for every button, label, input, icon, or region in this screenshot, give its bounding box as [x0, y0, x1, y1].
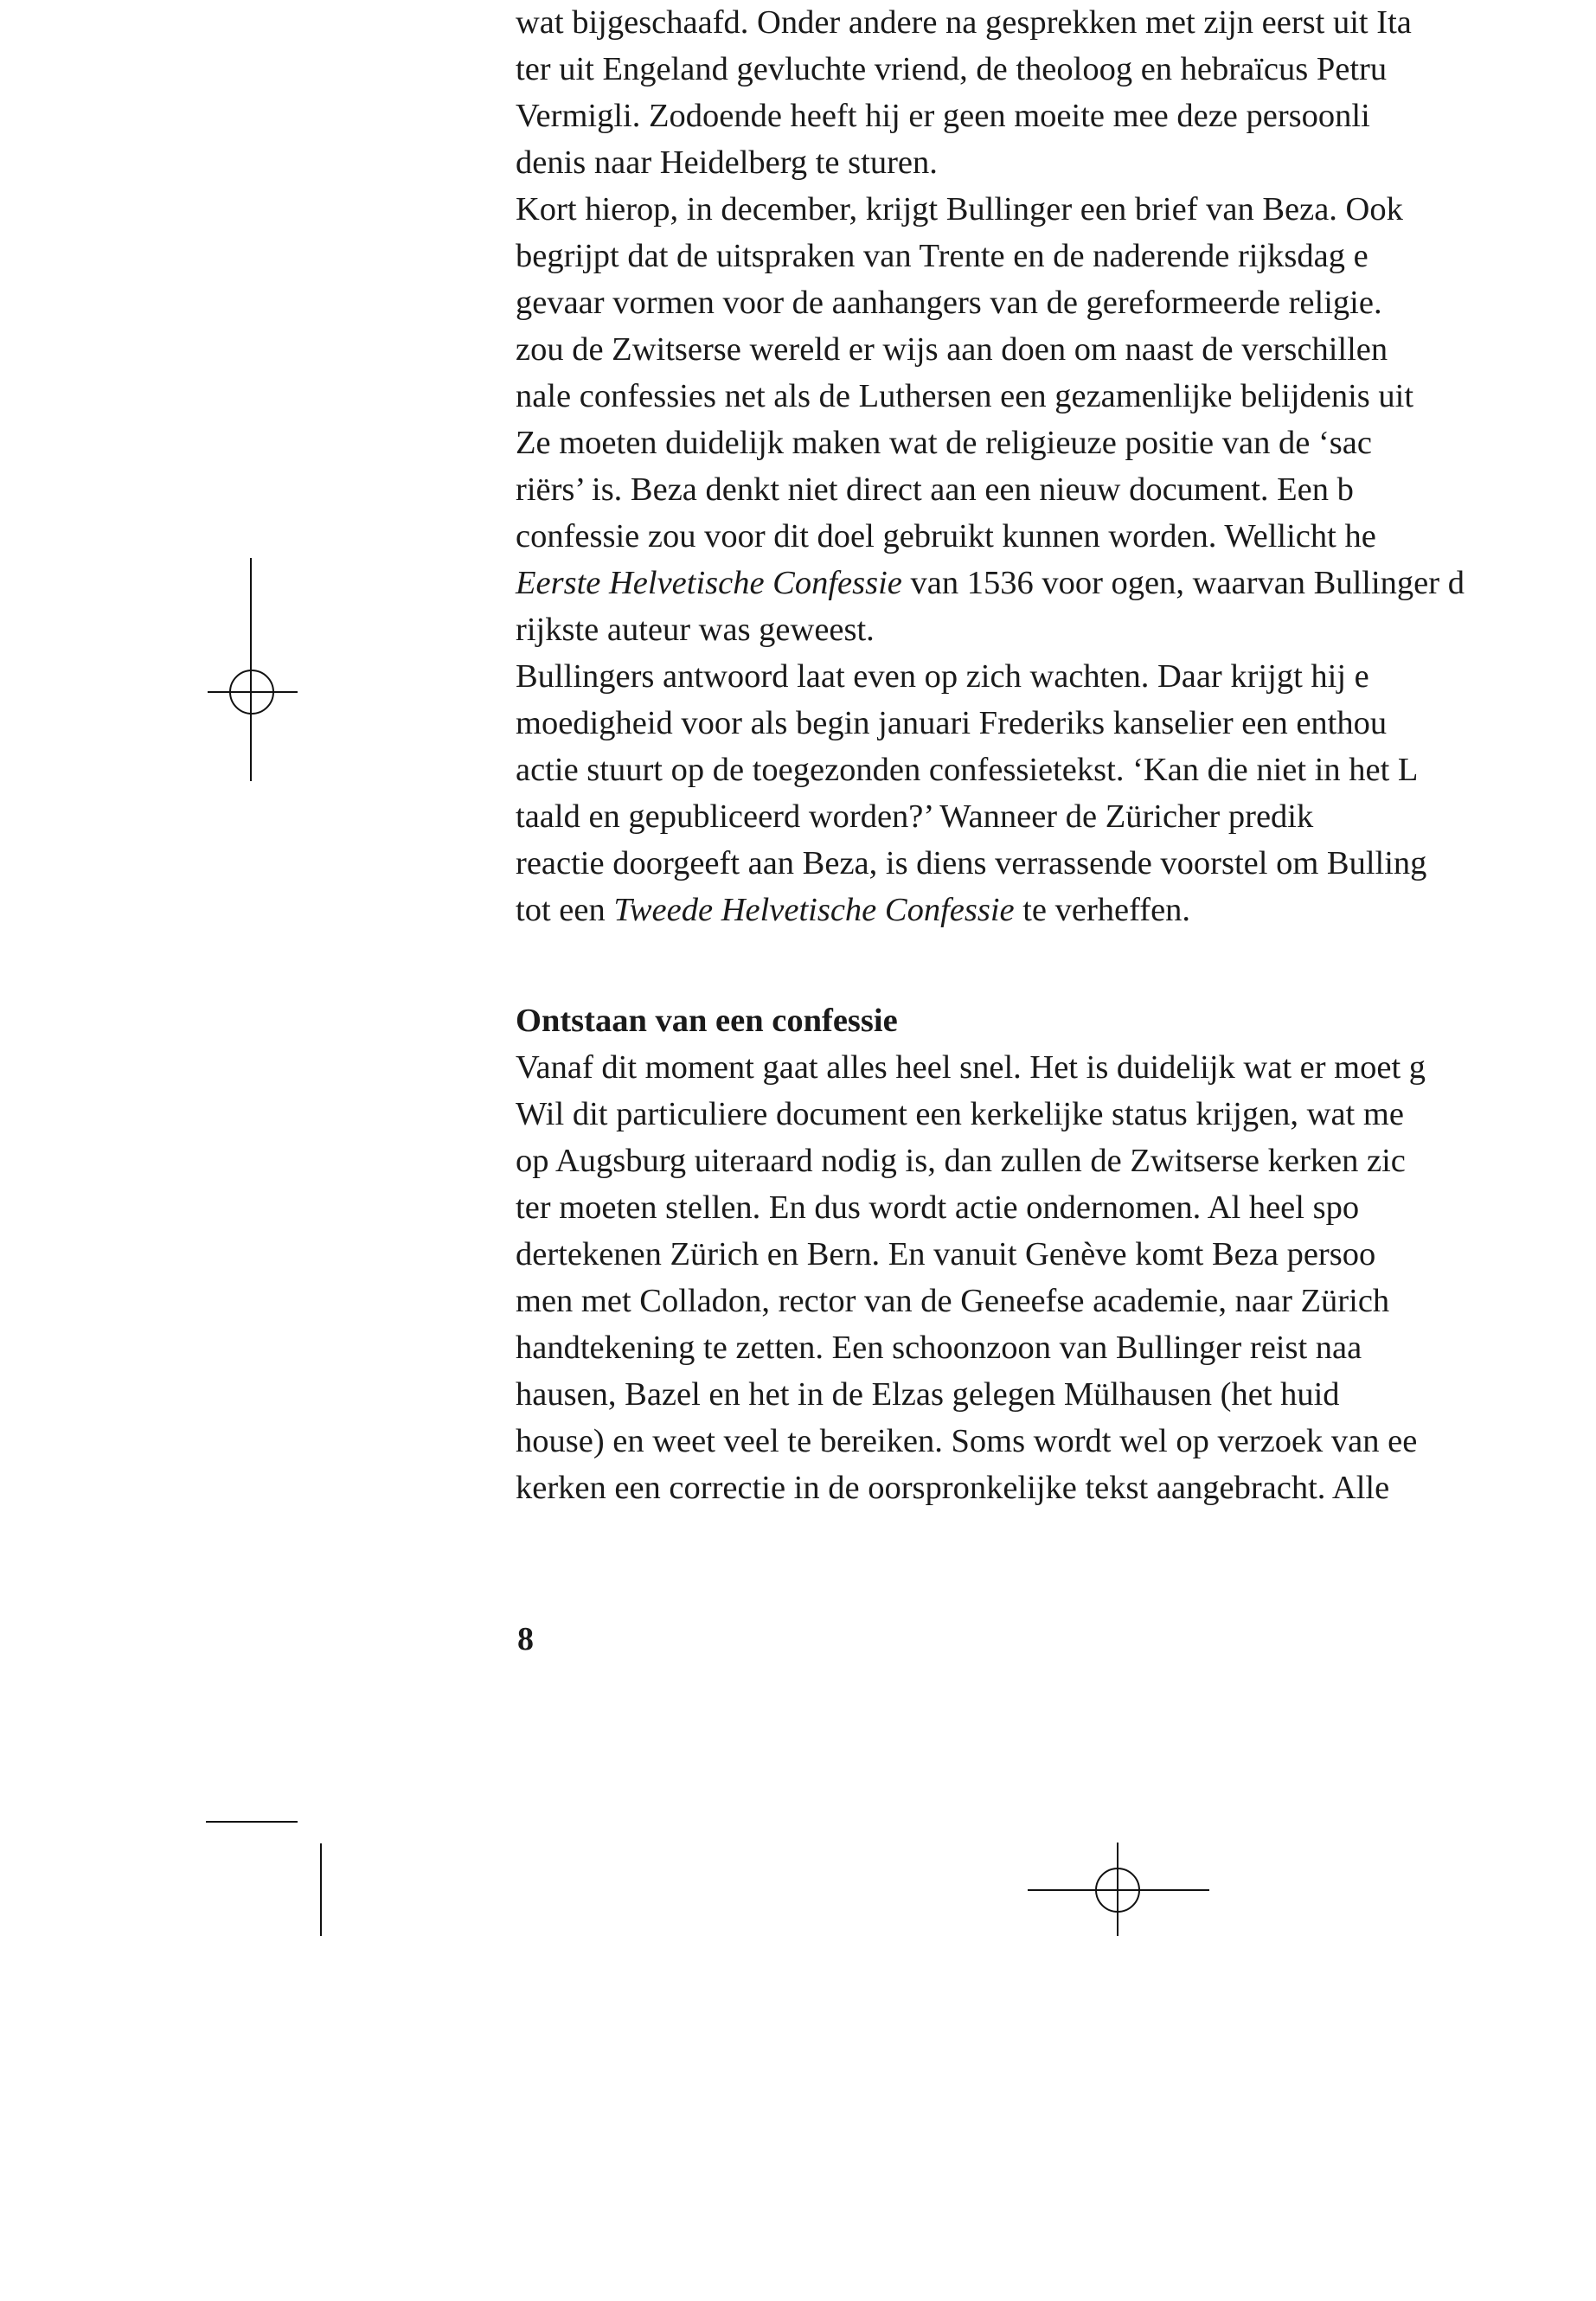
text-run: tot een — [516, 892, 614, 928]
text-run: zou de Zwitserse wereld er wijs aan doen om naast de verschillen — [516, 331, 1388, 368]
text-run: reactie doorgeeft aan Beza, is diens verrassende voorstel om Bulling — [516, 845, 1427, 881]
text-line — [516, 466, 1354, 513]
text-run: denis naar Heidelberg te sturen. — [516, 144, 938, 181]
text-run: Kort hierop, in december, krijgt Bullinger een brief van Beza. Ook — [516, 191, 1403, 228]
text-line — [516, 233, 1368, 279]
text-line — [516, 0, 1412, 46]
text-line — [516, 653, 1369, 700]
text-line — [516, 373, 1413, 420]
text-line — [516, 279, 1382, 326]
section-heading: Ontstaan van een confessie — [516, 1003, 898, 1039]
text-line: kerken een correctie in de oorspronkelijke tekst aangebracht. Alle — [516, 1470, 1390, 1506]
text-line: house) en weet veel te bereiken. Soms wordt wel op verzoek van ee — [516, 1423, 1418, 1459]
registration-mark-bottom-circle — [1095, 1868, 1140, 1913]
text-run: taald en gepubliceerd worden?’ Wanneer de Züricher predik — [516, 798, 1314, 835]
crop-mark-horizontal — [206, 1821, 298, 1823]
text-line — [516, 513, 1376, 560]
text-line — [516, 747, 1418, 793]
text-line: men met Colladon, rector van de Geneefse academie, naar Zürich — [516, 1283, 1390, 1319]
text-line — [516, 93, 1370, 139]
text-line — [516, 326, 1388, 373]
text-line — [516, 793, 1313, 840]
text-run: moedigheid voor als begin januari Frederiks kanselier een enthou — [516, 705, 1388, 741]
text-line — [516, 186, 1403, 233]
text-run: nale confessies net als de Luthersen een gezamenlijke belijdenis uit — [516, 378, 1414, 414]
text-line — [516, 420, 1372, 466]
text-run: te verheffen. — [1014, 892, 1191, 928]
text-run: begrijpt dat de uitspraken van Trente en de naderende rijksdag e — [516, 238, 1368, 274]
text-line — [516, 700, 1387, 747]
text-line — [516, 560, 1465, 606]
text-run: gevaar vormen voor de aanhangers van de gereformeerde religie. — [516, 285, 1382, 321]
text-line — [516, 887, 1190, 933]
text-run: rijkste auteur was geweest. — [516, 612, 875, 648]
text-line: Wil dit particuliere document een kerkelijke status krijgen, wat me — [516, 1096, 1404, 1132]
text-line: hausen, Bazel en het in de Elzas gelegen Mülhausen (het huid — [516, 1376, 1340, 1413]
crop-mark-vertical — [320, 1843, 322, 1936]
italic-title: Eerste Helvetische Confessie — [516, 565, 902, 601]
text-run: Ze moeten duidelijk maken wat de religieuze positie van de ‘sac — [516, 425, 1372, 461]
text-run: wat bijgeschaafd. Onder andere na gesprekken met zijn eerst uit Ita — [516, 4, 1412, 41]
text-run: van 1536 voor ogen, waarvan Bullinger d — [901, 565, 1465, 601]
text-run: Bullingers antwoord laat even op zich wachten. Daar krijgt hij e — [516, 658, 1369, 695]
registration-mark-left-circle — [229, 670, 274, 715]
text-line: handtekening te zetten. Een schoonzoon van Bullinger reist naa — [516, 1330, 1362, 1366]
italic-title: Tweede Helvetische Confessie — [613, 892, 1015, 928]
text-line: op Augsburg uiteraard nodig is, dan zullen de Zwitserse kerken zic — [516, 1143, 1406, 1179]
text-line — [516, 606, 875, 653]
text-run: actie stuurt op de toegezonden confessietekst. ‘Kan die niet in het L — [516, 752, 1419, 788]
text-line: ter moeten stellen. En dus wordt actie ondernomen. Al heel spo — [516, 1189, 1360, 1226]
page-number: 8 — [517, 1621, 534, 1657]
text-line — [516, 46, 1387, 93]
text-line: dertekenen Zürich en Bern. En vanuit Genève komt Beza persoo — [516, 1236, 1376, 1272]
text-line — [516, 840, 1426, 887]
text-run: ter uit Engeland gevluchte vriend, de theoloog en hebraïcus Petru — [516, 51, 1388, 87]
text-run: riërs’ is. Beza denkt niet direct aan een nieuw document. Een b — [516, 471, 1354, 508]
text-line: Vanaf dit moment gaat alles heel snel. Het is duidelijk wat er moet g — [516, 1049, 1426, 1086]
text-run: Vermigli. Zodoende heeft hij er geen moeite mee deze persoonli — [516, 98, 1370, 134]
text-line — [516, 139, 938, 186]
text-run: confessie zou voor dit doel gebruikt kunnen worden. Wellicht he — [516, 518, 1376, 554]
